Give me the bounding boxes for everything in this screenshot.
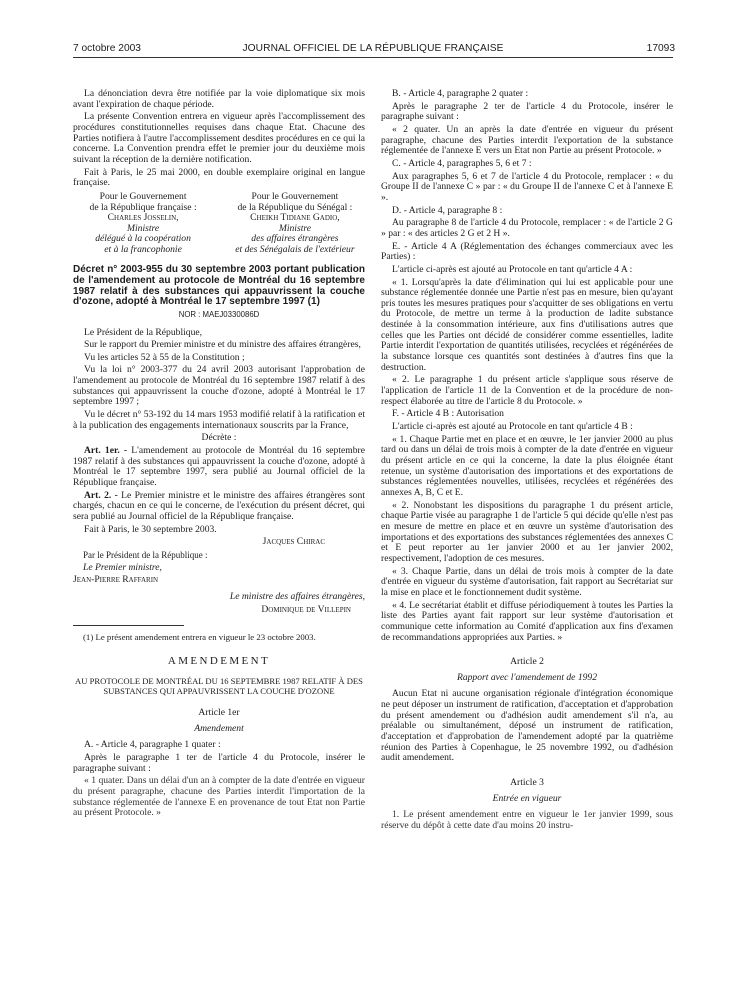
signature-line: de la République du Sénégal : bbox=[237, 201, 353, 213]
paragraph: « 1. Chaque Partie met en place et en œuvre, le 1er janvier 2000 au plus tard ou dans un délai de trois mois à compter de la date d'entrée en vigueur du présent article en ce qui la concerne, la date la plus éloignée étant retenue, un système d'autorisation des importations et des exportations de substances réglementées nouvelles, utilisées, recyclées et régénérées des annexes A, B, C et E. bbox=[381, 433, 673, 498]
paragraph: Vu la loi n° 2003-377 du 24 avril 2003 autorisant l'approbation de l'amendement au protocole de Montréal du 16 septembre 1987 relatif à des substances qui appauvrissent la couche d'ozone, adopté à Montréal le 17 septembre 1997 ; bbox=[73, 364, 365, 408]
header-date: 7 octobre 2003 bbox=[73, 43, 141, 54]
mae-title: Le ministre des affaires étrangères, bbox=[229, 590, 365, 602]
header-page-number: 17093 bbox=[646, 43, 675, 54]
paragraph: L'article ci-après est ajouté au Protocole en tant qu'article 4 A : bbox=[392, 263, 633, 275]
signatory-title: et à la francophonie bbox=[104, 243, 182, 255]
left-column bbox=[73, 89, 365, 821]
paragraph: Aux paragraphes 5, 6 et 7 de l'article 4 du Protocole, remplacer : « du Groupe II de l'annexe C » par : « du Groupe II de l'annexe C et à l'annexe E ». bbox=[381, 170, 673, 203]
article-heading: Article 1er bbox=[198, 707, 240, 719]
paragraph: C. - Article 4, paragraphes 5, 6 et 7 : bbox=[392, 157, 532, 169]
paragraph: Vu les articles 52 à 55 de la Constitution ; bbox=[84, 351, 245, 363]
footnote: (1) Le présent amendement entrera en vigueur le 23 octobre 2003. bbox=[83, 632, 316, 643]
article-label: Art. 1er. - bbox=[84, 445, 128, 457]
paragraph: 1. Le présent amendement entre en vigueur le 1er janvier 1999, sous réserve du dépôt à cette date d'au moins 20 instru- bbox=[381, 809, 673, 832]
paragraph: Sur le rapport du Premier ministre et du ministre des affaires étrangères, bbox=[84, 339, 361, 351]
paragraph: Fait à Paris, le 30 septembre 2003. bbox=[84, 523, 217, 535]
article-subheading: Rapport avec l'amendement de 1992 bbox=[456, 671, 598, 683]
par-le-president: Par le Président de la République : bbox=[83, 549, 208, 560]
article-heading: Article 2 bbox=[510, 656, 544, 668]
signature-line: Pour le Gouvernement bbox=[99, 190, 187, 202]
header-rule bbox=[73, 57, 673, 58]
signatory-name: Charles Josselin, bbox=[107, 212, 179, 224]
paragraph: Fait à Paris, le 25 mai 2000, en double exemplaire original en langue française. bbox=[73, 166, 365, 189]
paragraph: A. - Article 4, paragraphe 1 quater : bbox=[84, 739, 221, 751]
article-text: L'amendement au protocole de Montréal du 16 septembre 1987 relatif à des substances qui appauvrissent la couche d'ozone, adopté à Montréal le 17 septembre 1997, sera publié au Journal officiel de la République française. bbox=[73, 445, 365, 489]
paragraph: L'article ci-après est ajouté au Protocole en tant qu'article 4 B : bbox=[392, 421, 633, 433]
paragraph: Le Président de la République, bbox=[84, 326, 203, 338]
paragraph: Vu le décret n° 53-192 du 14 mars 1953 modifié relatif à la ratification et à la publication des engagements internationaux souscrits par la France, bbox=[73, 409, 365, 431]
paragraph: Au paragraphe 8 de l'article 4 du Protocole, remplacer : « de l'article 2 G » par : « des articles 2 G et 2 H ». bbox=[381, 217, 673, 239]
mae-name: Dominique de Villepin bbox=[261, 603, 351, 615]
signatory-title: et des Sénégalais de l'extérieur bbox=[235, 243, 355, 255]
decrete-heading: Décrète : bbox=[201, 432, 237, 444]
header-journal-title: JOURNAL OFFICIEL DE LA RÉPUBLIQUE FRANÇAISE bbox=[242, 43, 504, 54]
paragraph: « 2. Le paragraphe 1 du présent article s'applique sous réserve de l'application de l'article 11 de la Convention et de la procédure de non-respect élaborée au titre de l'article 8 du Protocole. » bbox=[381, 374, 673, 407]
signature-block bbox=[73, 192, 365, 256]
signatory-title: Ministre bbox=[127, 222, 160, 234]
signatory-name: Cheikh Tidiane Gadio, bbox=[250, 212, 340, 224]
paragraph: « 2 quater. Un an après la date d'entrée en vigueur du présent paragraphe, chacune des Parties interdit l'exportation de la substance réglementée de l'annexe E vers un Etat non Partie au présent Protocole. » bbox=[381, 123, 673, 157]
paragraph: B. - Article 4, paragraphe 2 quater : bbox=[392, 88, 529, 99]
nor-reference: NOR : MAEJ0330086D bbox=[178, 309, 260, 319]
paragraph: D. - Article 4, paragraphe 8 : bbox=[392, 204, 503, 216]
signatory-president: Jacques Chirac bbox=[262, 536, 325, 548]
paragraph: « 1 quater. Dans un délai d'un an à compter de la date d'entrée en vigueur du présent paragraphe, chacune des Parties interdit l'importation de la substance réglementée de l'annexe E en provenance de tout Etat non Partie au présent Protocole. » bbox=[73, 775, 365, 819]
article-subheading: Entrée en vigueur bbox=[492, 792, 562, 804]
right-column bbox=[381, 89, 673, 834]
paragraph: La présente Convention entrera en vigueur après l'accomplissement des procédures constitutionnelles requises dans chaque Etat. Chacune des Parties notifiera à l'autre l'accomplissement desdites procédures en ce qui la concerne. La Convention prendra effet le premier jour du deuxième mois suivant la réception de la dernière notification. bbox=[73, 111, 365, 165]
decree-title: Décret n° 2003-955 du 30 septembre 2003 portant publication de l'amendement au protocole de Montréal du 16 septembre 1987 relatif à des substances qui appauvrissent la couche d'ozone, adopté à Montréal le 17 septembre 1997 (1) bbox=[73, 264, 365, 308]
footnote-rule bbox=[73, 625, 184, 626]
signatory-title: des affaires étrangères bbox=[251, 233, 339, 245]
page-header bbox=[73, 40, 673, 56]
pm-name: Jean-Pierre Raffarin bbox=[73, 574, 159, 586]
amendment-title: AMENDEMENT bbox=[167, 655, 271, 668]
paragraph: E. - Article 4 A (Réglementation des échanges commerciaux avec les Parties) : bbox=[381, 240, 673, 263]
article-paragraph bbox=[73, 491, 365, 523]
signature-senegal bbox=[225, 192, 365, 256]
pm-title: Le Premier ministre, bbox=[83, 561, 162, 573]
article-text: Le Premier ministre et le ministre des affaires étrangères sont chargés, chacun en ce qui le concerne, de l'exécution du présent décret, qui sera publié au Journal officiel de la République française. bbox=[73, 489, 366, 522]
signatory-title: Ministre bbox=[278, 222, 311, 234]
paragraph: La dénonciation devra être notifiée par la voie diplomatique six mois avant l'expiration de chaque période. bbox=[73, 88, 365, 110]
article-subheading: Amendement bbox=[194, 722, 244, 734]
signature-line: Pour le Gouvernement bbox=[251, 190, 339, 202]
paragraph: « 1. Lorsqu'après la date d'élimination qui lui est applicable pour une substance réglementée donnée une Partie n'est pas en mesure, bien qu'ayant pris toutes les mesures pratiques pour s'acquitter de ses obligations en vertu du Protocole, de mettre un terme à la production de ladite substance destinée à la consommation intérieure, aux fins d'utilisations autres que celles que les Parties ont décidé de considérer comme essentielles, ladite Partie interdit l'exportation de quantités utilisées, recyclées et régénérées de la substance lorsque ces quantités sont destinées à d'autres fins que la destruction. bbox=[381, 276, 673, 373]
paragraph: F. - Article 4 B : Autorisation bbox=[392, 408, 504, 420]
paragraph: Après le paragraphe 1 ter de l'article 4 du Protocole, insérer le paragraphe suivant : bbox=[73, 752, 365, 774]
paragraph: « 2. Nonobstant les dispositions du paragraphe 1 du présent article, chaque Partie visée au paragraphe 1 de l'article 5 qui décide qu'elle n'est pas en mesure de mettre en place et en œuvre un système d'autorisation des importations et des exportations des substances réglementées des annexes C et E peut reporter au 1er janvier 2000 et au 1er janvier 2002, respectivement, l'adoption de ces mesures. bbox=[381, 499, 673, 564]
article-label: Art. 2. - bbox=[84, 489, 118, 501]
signatory-title: délégué à la coopération bbox=[95, 233, 191, 245]
paragraph: Après le paragraphe 2 ter de l'article 4 du Protocole, insérer le paragraphe suivant : bbox=[381, 100, 673, 123]
signature-line: de la République française : bbox=[89, 201, 197, 213]
paragraph: « 3. Chaque Partie, dans un délai de trois mois à compter de la date d'entrée en vigueur du système d'autorisation, fait rapport au Secrétariat sur la mise en place et le fonctionnement dudit système. bbox=[381, 565, 673, 598]
article-paragraph bbox=[73, 446, 365, 489]
amendment-subtitle: AU PROTOCOLE DE MONTRÉAL DU 16 SEPTEMBRE 1987 RELATIF À DES SUBSTANCES QUI APPAUVRISSENT LA COUCHE D'OZONE bbox=[75, 675, 363, 696]
paragraph: Aucun Etat ni aucune organisation régionale d'intégration économique ne peut déposer un instrument de ratification, d'acceptation et d'approbation du présent amendement ou d'adhésion audit amendement s'il n'a, au préalable ou simultanément, déposé un instrument de ratification, d'acceptation et d'approbation de l'amendement adopté par la quatrième réunion des Parties à Copenhague, le 25 novembre 1992, ou d'adhésion audit amendement. bbox=[381, 688, 673, 764]
article-heading: Article 3 bbox=[510, 777, 544, 789]
signature-france bbox=[73, 192, 213, 256]
paragraph: « 4. Le secrétariat établit et diffuse périodiquement à toutes les Parties la liste des Parties ayant fait rapport sur leur système d'autorisation et communique cette information au Comité d'application aux fins d'examen de recommandations appropriées aux Parties. » bbox=[381, 599, 673, 643]
